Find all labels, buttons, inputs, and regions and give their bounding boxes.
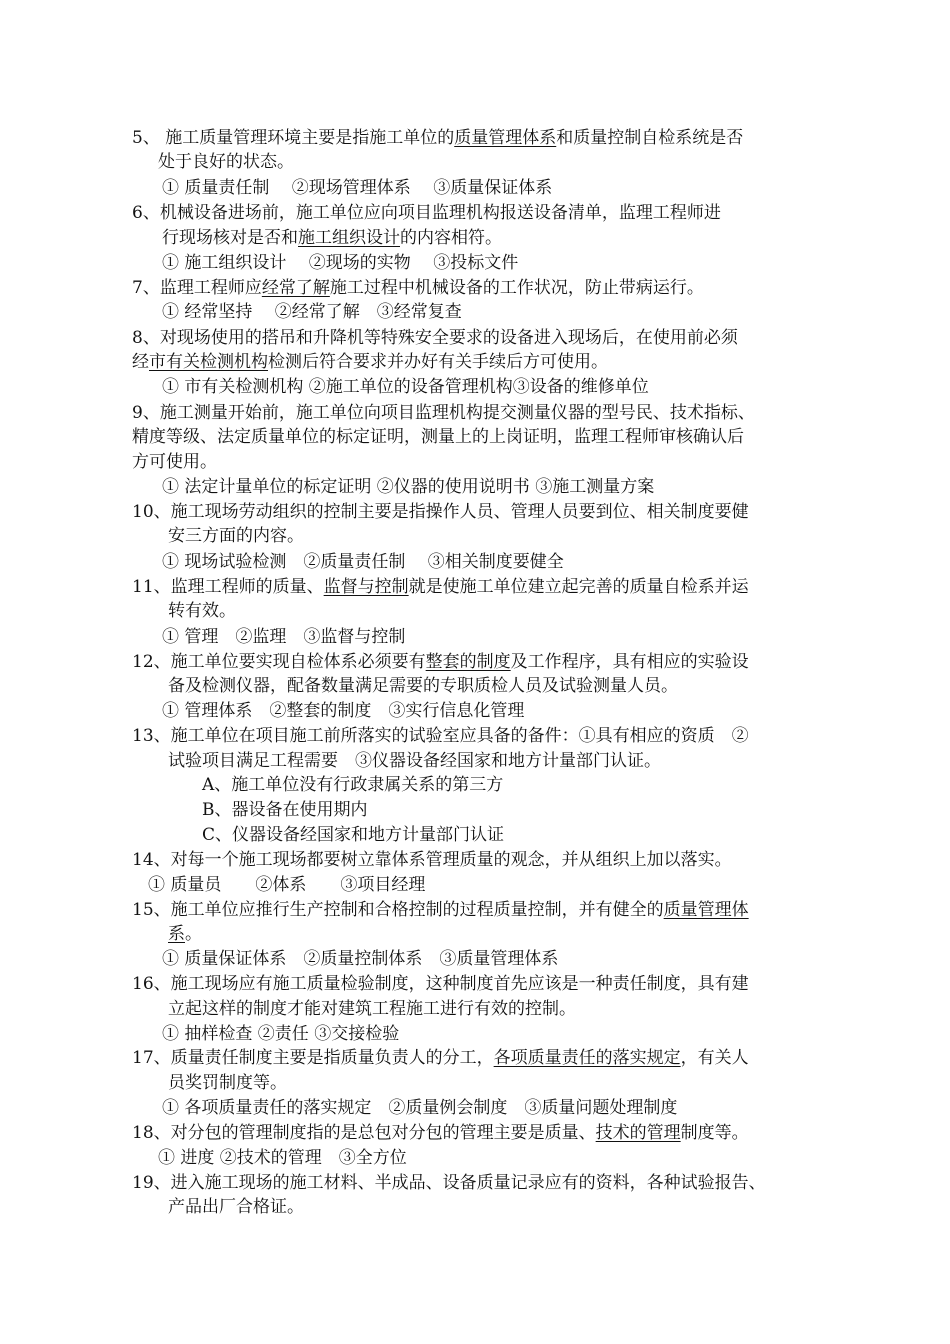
q19-line-1: 19、进入施工现场的施工材料、半成品、设备质量记录应有的资料，各种试验报告、: [132, 1173, 766, 1193]
q19-line-2: 产品出厂合格证。: [168, 1197, 304, 1217]
q16-line-1: 16、施工现场应有施工质量检验制度，这种制度首先应该是一种责任制度，具有建: [132, 974, 749, 994]
q5-options: ① 质量责任制 ②现场管理体系 ③质量保证体系: [162, 178, 553, 198]
q15-options: ① 质量保证体系 ②质量控制体系 ③质量管理体系: [162, 949, 559, 969]
q7-options: ① 经常坚持 ②经常了解 ③经常复查: [162, 302, 462, 322]
q13-option-a: A、施工单位没有行政隶属关系的第三方: [202, 775, 504, 795]
q8-line-2: 经市有关检测机构检测后符合要求并办好有关手续后方可使用。: [132, 352, 608, 372]
q11-options: ① 管理 ②监理 ③监督与控制: [162, 627, 406, 647]
q6-line-2: 行现场核对是否和施工组织设计的内容相符。: [162, 228, 502, 248]
q9-line-3: 方可使用。: [132, 452, 217, 472]
q12-options: ① 管理体系 ②整套的制度 ③实行信息化管理: [162, 701, 525, 721]
q10-line-1: 10、施工现场劳动组织的控制主要是指操作人员、管理人员要到位、相关制度要健: [132, 502, 749, 522]
q13-option-c: C、仪器设备经国家和地方计量部门认证: [202, 825, 505, 845]
q7-line-1: 7、监理工程师应经常了解施工过程中机械设备的工作状况，防止带病运行。: [132, 278, 704, 298]
q8-options: ① 市有关检测机构 ②施工单位的设备管理机构③设备的维修单位: [162, 377, 649, 397]
q17-line-2: 员奖罚制度等。: [168, 1073, 287, 1093]
q15-line-1: 15、施工单位应推行生产控制和合格控制的过程质量控制，并有健全的质量管理体: [132, 900, 749, 920]
q16-options: ① 抽样检查 ②责任 ③交接检验: [162, 1024, 400, 1044]
q8-line-1: 8、对现场使用的搭吊和升降机等特殊安全要求的设备进入现场后，在使用前必须: [132, 328, 738, 348]
q6-line-1: 6、机械设备进场前，施工单位应向项目监理机构报送设备清单，监理工程师进: [132, 203, 721, 223]
q9-line-2: 精度等级、法定质量单位的标定证明，测量上的上岗证明，监理工程师审核确认后: [132, 427, 744, 447]
q11-line-1: 11、监理工程师的质量、监督与控制就是使施工单位建立起完善的质量自检系并运: [132, 577, 749, 597]
q13-option-b: B、器设备在使用期内: [202, 800, 368, 820]
q15-line-2: 系。: [168, 924, 202, 944]
q13-line-2: 试验项目满足工程需要 ③仪器设备经国家和地方计量部门认证。: [168, 751, 661, 771]
q5-line-2: 处于良好的状态。: [158, 152, 294, 172]
q11-line-2: 转有效。: [168, 601, 236, 621]
q17-options: ① 各项质量责任的落实规定 ②质量例会制度 ③质量问题处理制度: [162, 1098, 678, 1118]
q5-line-1: 5、 施工质量管理环境主要是指施工单位的质量管理体系和质量控制自检系统是否: [132, 128, 744, 148]
q16-line-2: 立起这样的制度才能对建筑工程施工进行有效的控制。: [168, 999, 576, 1019]
q9-line-1: 9、施工测量开始前，施工单位向项目监理机构提交测量仪器的型号民、技术指标、: [132, 403, 755, 423]
q17-line-1: 17、质量责任制度主要是指质量负责人的分工，各项质量责任的落实规定，有关人: [132, 1048, 749, 1068]
q18-line-1: 18、对分包的管理制度指的是总包对分包的管理主要是质量、技术的管理制度等。: [132, 1123, 749, 1143]
q9-options: ① 法定计量单位的标定证明 ②仪器的使用说明书 ③施工测量方案: [162, 477, 655, 497]
q14-options: ① 质量员 ②体系 ③项目经理: [148, 875, 426, 895]
q10-options: ① 现场试验检测 ②质量责任制 ③相关制度要健全: [162, 552, 564, 572]
q13-line-1: 13、施工单位在项目施工前所落实的试验室应具备的备件：①具有相应的资质 ②: [132, 726, 749, 746]
q14-line-1: 14、对每一个施工现场都要树立靠体系管理质量的观念，并从组织上加以落实。: [132, 850, 732, 870]
q18-options: ① 进度 ②技术的管理 ③全方位: [158, 1148, 407, 1168]
q6-options: ① 施工组织设计 ②现场的实物 ③投标文件: [162, 253, 519, 273]
q12-line-2: 备及检测仪器，配备数量满足需要的专职质检人员及试验测量人员。: [168, 676, 678, 696]
q10-line-2: 安三方面的内容。: [168, 526, 304, 546]
q12-line-1: 12、施工单位要实现自检体系必须要有整套的制度及工作程序，具有相应的实验设: [132, 652, 749, 672]
